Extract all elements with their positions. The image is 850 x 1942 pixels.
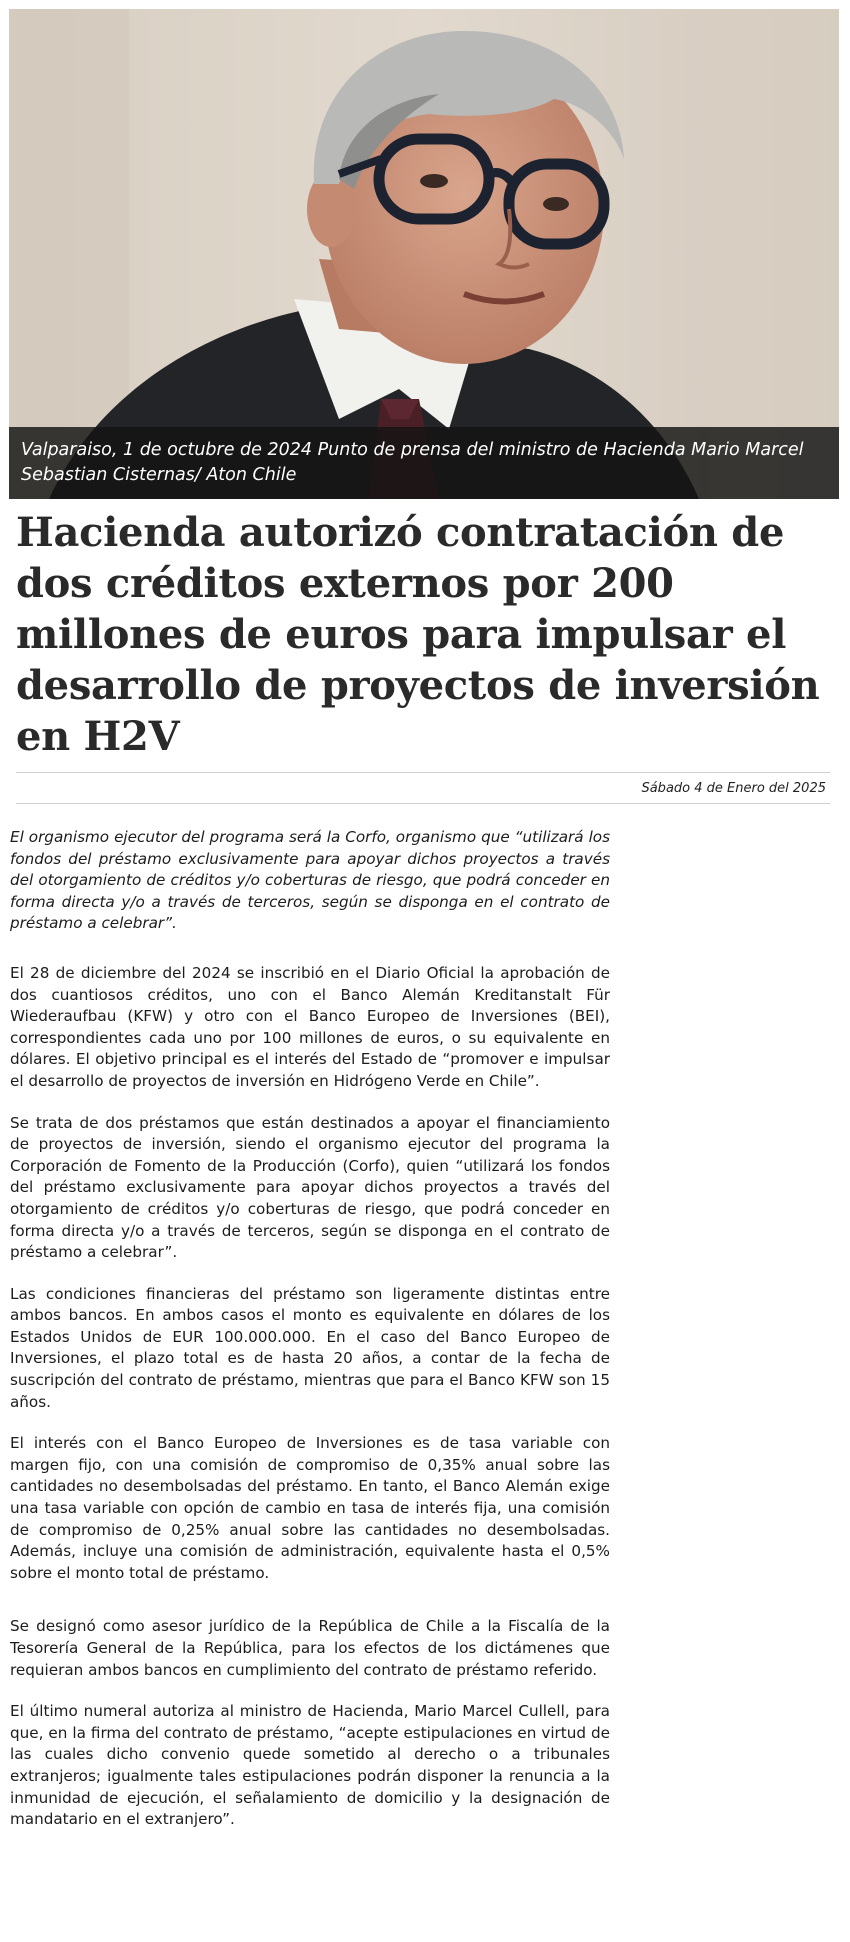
body-paragraph: El interés con el Banco Europeo de Inversiones es de tasa variable con margen fijo, con una comisión de compromiso de 0,35% anual sobre las cantidades no desembolsadas del préstamo. En tanto, el Banco Alemán exige una tasa variable con opción de cambio en tasa de interés fija, una comisión de compromiso de 0,25% anual sobre las cantidades no desembolsadas. Además, incluye una comisión de administración, equivalente hasta el 0,5% sobre el monto total de préstamo. — [10, 1434, 610, 1582]
title-divider — [16, 772, 830, 773]
hero-photo — [9, 9, 839, 499]
body-paragraph: El último numeral autoriza al ministro de Hacienda, Mario Marcel Cullell, para que, en la firma del contrato de préstamo, “acepte estipulaciones en virtud de las cuales dicho convenio quede sometido al derecho o a tribunales extranjeros; igualmente tales estipulaciones podrán disponer la renuncia a la inmunidad de ejecución, el señalamiento de domicilio y la designación de mandatario en el extranjero”. — [10, 1702, 610, 1829]
article-title: Hacienda autorizó contratación de dos créditos externos por 200 millones de euros para impulsar el desarrollo de proyectos de inversión en H2V — [16, 509, 820, 760]
body-paragraph: Las condiciones financieras del préstamo son ligeramente distintas entre ambos bancos. En ambos casos el monto es equivalente en dólares de los Estados Unidos de EUR 100.000.000. En el caso del Banco Europeo de Inversiones, el plazo total es de hasta 20 años, a contar de la fecha de suscripción del contrato de préstamo, mientras que para el Banco KFW son 15 años. — [10, 1284, 610, 1411]
lead-paragraph: El organismo ejecutor del programa será la Corfo, organismo que “utilizará los fondos del préstamo exclusivamente para apoyar dichos proyectos a través del otorgamiento de créditos y/o coberturas de riesgo, que podrá conceder en forma directa y/o a través de terceros, según se disponga en el contrato de préstamo a celebrar”. — [10, 828, 610, 933]
article-body — [10, 827, 610, 1851]
body-paragraph: Se trata de dos préstamos que están destinados a apoyar el financiamiento de proyectos de inversión, siendo el organismo ejecutor del programa la Corporación de Fomento de la Producción (Corfo), quien “utilizará los fondos del préstamo exclusivamente para apoyar dichos proyectos a través del otorgamiento de créditos y/o coberturas de riesgo, que podrá conceder en forma directa y/o a través de terceros, según se disponga en el contrato de préstamo a celebrar”. — [10, 1113, 610, 1262]
date-divider — [16, 803, 830, 804]
minister-portrait — [9, 9, 839, 499]
body-paragraph: Se designó como asesor jurídico de la República de Chile a la Fiscalía de la Tesorería General de la República, para los efectos de los dictámenes que requieran ambos bancos en cumplimiento del contrato de préstamo referido. — [10, 1617, 610, 1679]
photo-caption: Valparaiso, 1 de octubre de 2024 Punto de prensa del ministro de Hacienda Mario Marcel Sebastian Cisternas/ Aton Chile — [9, 427, 839, 499]
body-paragraph: El 28 de diciembre del 2024 se inscribió en el Diario Oficial la aprobación de dos cuantiosos créditos, uno con el Banco Alemán Kreditanstalt Für Wiederaufbau (KFW) y otro con el Banco Europeo de Inversiones (BEI), correspondientes cada uno por 100 millones de euros, o su equivalente en dólares. El objetivo principal es el interés del Estado de “promover e impulsar el desarrollo de proyectos de inversión en Hidrógeno Verde en Chile”. — [10, 963, 610, 1090]
publish-date: Sábado 4 de Enero del 2025 — [641, 781, 826, 796]
